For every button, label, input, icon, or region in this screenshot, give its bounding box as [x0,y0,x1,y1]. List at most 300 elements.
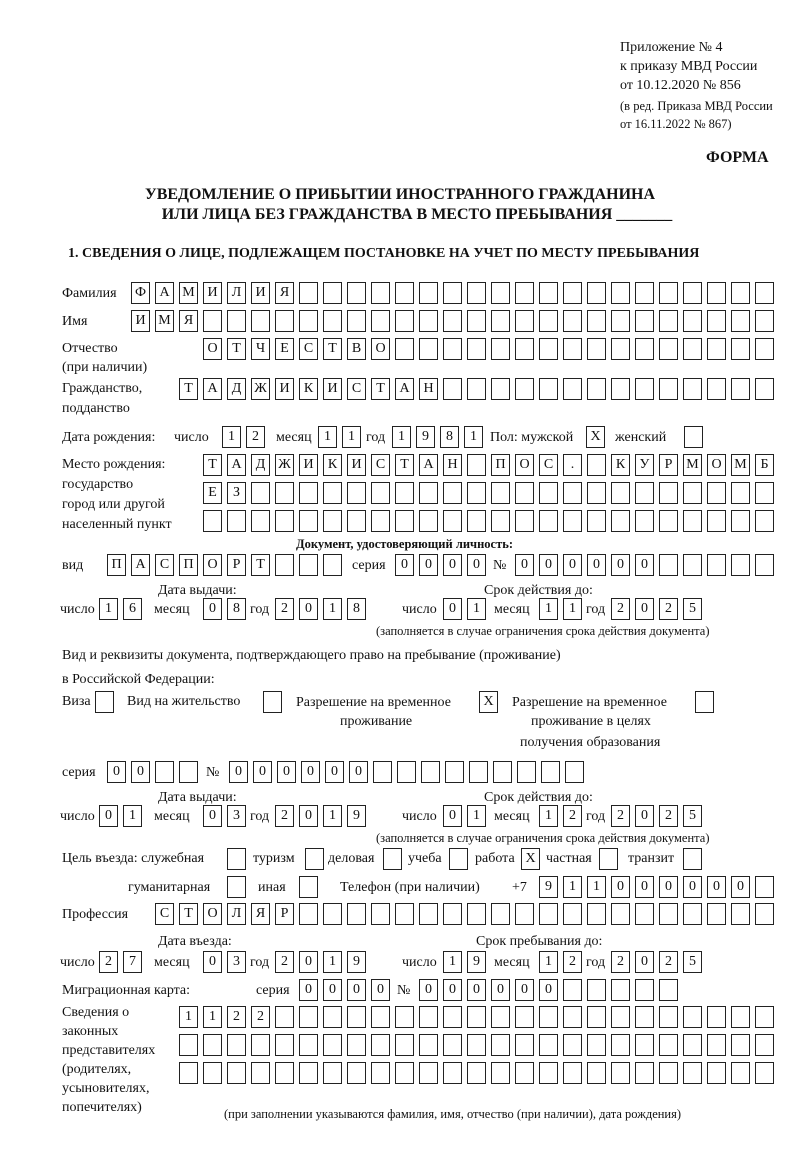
char-cell[interactable] [563,903,582,925]
char-cell[interactable]: Д [227,378,246,400]
char-cell[interactable]: М [179,282,198,304]
char-cell[interactable]: Т [251,554,270,576]
char-cell[interactable] [251,510,270,532]
char-cell[interactable] [611,1034,630,1056]
char-cell[interactable] [395,282,414,304]
char-cell[interactable] [755,1062,774,1084]
char-cell[interactable] [419,1034,438,1056]
char-cell[interactable]: Т [179,903,198,925]
char-cell[interactable]: 0 [443,554,462,576]
char-cell[interactable] [659,1034,678,1056]
char-cell[interactable] [227,1034,246,1056]
char-cell[interactable] [491,1062,510,1084]
char-cell[interactable] [443,903,462,925]
char-cell[interactable]: 0 [611,876,630,898]
valid-day-field[interactable] [443,598,491,620]
char-cell[interactable]: 5 [683,805,702,827]
char-cell[interactable]: 0 [587,554,606,576]
char-cell[interactable]: И [347,454,366,476]
char-cell[interactable] [563,979,582,1001]
char-cell[interactable] [659,554,678,576]
char-cell[interactable]: Я [179,310,198,332]
char-cell[interactable] [419,1062,438,1084]
char-cell[interactable]: А [131,554,150,576]
char-cell[interactable] [731,310,750,332]
char-cell[interactable] [395,1034,414,1056]
id-number-field[interactable] [515,554,779,576]
transit-checkbox[interactable] [683,848,702,870]
char-cell[interactable]: 0 [443,979,462,1001]
char-cell[interactable] [755,282,774,304]
char-cell[interactable] [419,482,438,504]
char-cell[interactable]: 0 [539,979,558,1001]
char-cell[interactable]: 2 [251,1006,270,1028]
mc-series-field[interactable] [299,979,395,1001]
char-cell[interactable]: А [155,282,174,304]
char-cell[interactable]: 0 [491,979,510,1001]
reps-field[interactable] [179,1062,779,1084]
char-cell[interactable] [659,903,678,925]
char-cell[interactable]: 1 [323,951,342,973]
char-cell[interactable] [371,903,390,925]
right-number-field[interactable] [229,761,589,783]
char-cell[interactable]: 0 [635,554,654,576]
char-cell[interactable] [587,510,606,532]
char-cell[interactable] [755,378,774,400]
char-cell[interactable] [611,338,630,360]
char-cell[interactable] [707,1006,726,1028]
char-cell[interactable]: 5 [683,598,702,620]
char-cell[interactable] [371,510,390,532]
char-cell[interactable] [635,510,654,532]
char-cell[interactable]: Л [227,282,246,304]
char-cell[interactable] [395,310,414,332]
other-checkbox[interactable] [299,876,318,898]
char-cell[interactable]: 1 [563,876,582,898]
char-cell[interactable] [731,1034,750,1056]
char-cell[interactable] [467,1006,486,1028]
char-cell[interactable]: Ж [251,378,270,400]
char-cell[interactable] [347,482,366,504]
char-cell[interactable] [683,1062,702,1084]
char-cell[interactable] [251,1062,270,1084]
char-cell[interactable]: 0 [563,554,582,576]
char-cell[interactable]: К [323,454,342,476]
char-cell[interactable]: 1 [342,426,361,448]
char-cell[interactable] [539,1062,558,1084]
char-cell[interactable]: 1 [539,951,558,973]
char-cell[interactable] [443,510,462,532]
char-cell[interactable] [587,903,606,925]
char-cell[interactable]: 0 [203,805,222,827]
char-cell[interactable]: 1 [539,598,558,620]
char-cell[interactable]: 0 [659,876,678,898]
char-cell[interactable]: 2 [659,951,678,973]
char-cell[interactable] [347,510,366,532]
char-cell[interactable]: 0 [299,951,318,973]
char-cell[interactable]: 2 [563,951,582,973]
char-cell[interactable] [443,310,462,332]
char-cell[interactable] [515,282,534,304]
char-cell[interactable] [517,761,536,783]
char-cell[interactable] [539,903,558,925]
issue-year-field[interactable] [275,805,371,827]
char-cell[interactable]: Л [227,903,246,925]
char-cell[interactable]: А [419,454,438,476]
char-cell[interactable] [275,310,294,332]
char-cell[interactable] [371,282,390,304]
char-cell[interactable]: О [203,903,222,925]
char-cell[interactable]: Р [227,554,246,576]
char-cell[interactable] [443,482,462,504]
char-cell[interactable] [419,1006,438,1028]
char-cell[interactable] [467,1062,486,1084]
char-cell[interactable] [755,310,774,332]
char-cell[interactable]: С [155,903,174,925]
char-cell[interactable]: Р [659,454,678,476]
char-cell[interactable] [491,310,510,332]
char-cell[interactable] [395,338,414,360]
char-cell[interactable]: 2 [275,805,294,827]
char-cell[interactable]: 3 [227,951,246,973]
birth-month-field[interactable] [318,426,366,448]
char-cell[interactable] [203,310,222,332]
char-cell[interactable] [443,1006,462,1028]
char-cell[interactable] [419,510,438,532]
char-cell[interactable]: К [611,454,630,476]
char-cell[interactable] [275,1006,294,1028]
char-cell[interactable] [563,378,582,400]
char-cell[interactable] [467,454,486,476]
char-cell[interactable] [731,1006,750,1028]
char-cell[interactable] [659,482,678,504]
char-cell[interactable] [707,1062,726,1084]
char-cell[interactable]: 0 [443,598,462,620]
char-cell[interactable] [275,482,294,504]
char-cell[interactable] [491,282,510,304]
char-cell[interactable]: Н [443,454,462,476]
char-cell[interactable] [275,1062,294,1084]
char-cell[interactable] [707,510,726,532]
char-cell[interactable] [587,378,606,400]
char-cell[interactable]: 0 [277,761,296,783]
char-cell[interactable] [299,554,318,576]
female-checkbox[interactable] [684,426,703,448]
char-cell[interactable]: 0 [443,805,462,827]
char-cell[interactable] [323,1006,342,1028]
char-cell[interactable]: 1 [392,426,411,448]
char-cell[interactable] [707,903,726,925]
char-cell[interactable] [323,554,342,576]
char-cell[interactable] [565,761,584,783]
char-cell[interactable]: 1 [467,805,486,827]
stay-year-field[interactable] [611,951,707,973]
char-cell[interactable]: 9 [347,951,366,973]
char-cell[interactable] [347,310,366,332]
char-cell[interactable]: И [251,282,270,304]
char-cell[interactable] [587,482,606,504]
char-cell[interactable]: 0 [203,951,222,973]
char-cell[interactable] [683,510,702,532]
char-cell[interactable] [515,1034,534,1056]
char-cell[interactable]: К [299,378,318,400]
char-cell[interactable] [755,1006,774,1028]
char-cell[interactable]: 0 [325,761,344,783]
char-cell[interactable]: Е [275,338,294,360]
char-cell[interactable]: С [155,554,174,576]
issue-day-field[interactable] [99,805,147,827]
char-cell[interactable]: 0 [683,876,702,898]
char-cell[interactable] [683,554,702,576]
char-cell[interactable]: 1 [464,426,483,448]
char-cell[interactable]: 0 [299,598,318,620]
char-cell[interactable]: 0 [395,554,414,576]
char-cell[interactable] [611,282,630,304]
char-cell[interactable]: 1 [222,426,241,448]
char-cell[interactable] [179,1062,198,1084]
char-cell[interactable]: 0 [467,554,486,576]
char-cell[interactable] [491,1006,510,1028]
char-cell[interactable]: 8 [440,426,459,448]
char-cell[interactable] [395,482,414,504]
char-cell[interactable] [467,378,486,400]
char-cell[interactable] [323,1034,342,1056]
char-cell[interactable]: . [563,454,582,476]
birthplace-field[interactable] [203,482,779,504]
char-cell[interactable] [731,903,750,925]
char-cell[interactable] [347,1006,366,1028]
char-cell[interactable]: И [203,282,222,304]
char-cell[interactable]: С [539,454,558,476]
char-cell[interactable]: 0 [539,554,558,576]
reps-field[interactable] [179,1034,779,1056]
char-cell[interactable] [611,1006,630,1028]
name-field[interactable] [131,310,779,332]
char-cell[interactable] [587,310,606,332]
char-cell[interactable] [443,378,462,400]
char-cell[interactable]: 0 [467,979,486,1001]
char-cell[interactable] [611,903,630,925]
valid-day-field[interactable] [443,805,491,827]
char-cell[interactable] [347,1034,366,1056]
char-cell[interactable] [539,310,558,332]
char-cell[interactable]: 1 [323,805,342,827]
char-cell[interactable] [755,338,774,360]
char-cell[interactable]: Т [323,338,342,360]
char-cell[interactable] [659,310,678,332]
char-cell[interactable] [755,510,774,532]
char-cell[interactable]: 8 [347,598,366,620]
char-cell[interactable]: 0 [419,554,438,576]
char-cell[interactable] [587,1062,606,1084]
valid-year-field[interactable] [611,598,707,620]
char-cell[interactable] [347,1062,366,1084]
char-cell[interactable] [611,310,630,332]
char-cell[interactable] [731,510,750,532]
char-cell[interactable] [541,761,560,783]
char-cell[interactable]: А [227,454,246,476]
entry-day-field[interactable] [99,951,147,973]
char-cell[interactable] [683,1006,702,1028]
issue-month-field[interactable] [203,598,251,620]
char-cell[interactable] [203,1062,222,1084]
char-cell[interactable] [659,1062,678,1084]
valid-month-field[interactable] [539,598,587,620]
char-cell[interactable] [587,979,606,1001]
char-cell[interactable]: 2 [227,1006,246,1028]
char-cell[interactable]: О [515,454,534,476]
char-cell[interactable] [587,454,606,476]
char-cell[interactable] [203,510,222,532]
surname-field[interactable] [131,282,779,304]
char-cell[interactable]: Ф [131,282,150,304]
char-cell[interactable]: 2 [275,598,294,620]
char-cell[interactable] [539,1006,558,1028]
patronymic-field[interactable] [203,338,779,360]
study-checkbox[interactable] [449,848,468,870]
char-cell[interactable]: О [371,338,390,360]
char-cell[interactable] [683,378,702,400]
entry-month-field[interactable] [203,951,251,973]
char-cell[interactable]: 1 [563,598,582,620]
char-cell[interactable] [299,310,318,332]
char-cell[interactable]: 0 [107,761,126,783]
char-cell[interactable] [731,482,750,504]
char-cell[interactable] [563,338,582,360]
char-cell[interactable]: И [275,378,294,400]
char-cell[interactable] [515,1006,534,1028]
char-cell[interactable] [371,1034,390,1056]
char-cell[interactable] [659,282,678,304]
char-cell[interactable]: 2 [611,805,630,827]
right-series-field[interactable] [107,761,203,783]
char-cell[interactable] [467,482,486,504]
char-cell[interactable] [683,310,702,332]
char-cell[interactable] [731,1062,750,1084]
char-cell[interactable]: 2 [611,598,630,620]
char-cell[interactable] [467,338,486,360]
char-cell[interactable] [539,338,558,360]
char-cell[interactable] [611,510,630,532]
trp-checkbox[interactable]: X [479,691,498,713]
char-cell[interactable] [635,378,654,400]
char-cell[interactable] [731,338,750,360]
char-cell[interactable] [347,903,366,925]
char-cell[interactable] [515,482,534,504]
char-cell[interactable] [491,338,510,360]
char-cell[interactable]: 2 [659,805,678,827]
citizenship-field[interactable] [179,378,779,400]
char-cell[interactable] [419,903,438,925]
char-cell[interactable]: О [203,338,222,360]
trp-edu-checkbox[interactable] [695,691,714,713]
char-cell[interactable]: 0 [419,979,438,1001]
char-cell[interactable]: 1 [587,876,606,898]
char-cell[interactable] [659,1006,678,1028]
id-kind-field[interactable] [107,554,347,576]
char-cell[interactable]: 2 [246,426,265,448]
char-cell[interactable]: С [347,378,366,400]
char-cell[interactable]: А [203,378,222,400]
char-cell[interactable]: С [371,454,390,476]
tourism-checkbox[interactable] [305,848,324,870]
char-cell[interactable] [563,310,582,332]
char-cell[interactable] [635,979,654,1001]
reps-field[interactable] [179,1006,779,1028]
char-cell[interactable] [611,979,630,1001]
char-cell[interactable] [731,554,750,576]
char-cell[interactable] [587,1034,606,1056]
char-cell[interactable] [395,510,414,532]
char-cell[interactable]: А [395,378,414,400]
char-cell[interactable] [323,282,342,304]
char-cell[interactable]: 0 [323,979,342,1001]
char-cell[interactable] [563,1034,582,1056]
char-cell[interactable]: М [683,454,702,476]
char-cell[interactable]: 1 [179,1006,198,1028]
char-cell[interactable] [323,903,342,925]
char-cell[interactable] [251,310,270,332]
business-checkbox[interactable] [383,848,402,870]
char-cell[interactable] [731,282,750,304]
work-checkbox[interactable]: X [521,848,540,870]
char-cell[interactable] [587,1006,606,1028]
char-cell[interactable] [395,1062,414,1084]
char-cell[interactable] [203,1034,222,1056]
humanitarian-checkbox[interactable] [227,876,246,898]
char-cell[interactable]: 2 [611,951,630,973]
issue-month-field[interactable] [203,805,251,827]
char-cell[interactable] [323,510,342,532]
char-cell[interactable] [755,876,774,898]
char-cell[interactable] [299,903,318,925]
char-cell[interactable] [515,903,534,925]
char-cell[interactable] [611,378,630,400]
char-cell[interactable]: И [131,310,150,332]
char-cell[interactable] [683,1034,702,1056]
char-cell[interactable]: Т [203,454,222,476]
char-cell[interactable] [445,761,464,783]
char-cell[interactable] [659,510,678,532]
char-cell[interactable] [469,761,488,783]
char-cell[interactable]: М [155,310,174,332]
char-cell[interactable] [323,482,342,504]
char-cell[interactable]: 0 [301,761,320,783]
valid-month-field[interactable] [539,805,587,827]
char-cell[interactable] [587,282,606,304]
char-cell[interactable]: 2 [659,598,678,620]
char-cell[interactable]: 0 [253,761,272,783]
char-cell[interactable] [563,1062,582,1084]
char-cell[interactable] [491,1034,510,1056]
char-cell[interactable]: С [299,338,318,360]
char-cell[interactable]: 2 [99,951,118,973]
char-cell[interactable]: О [203,554,222,576]
char-cell[interactable] [563,1006,582,1028]
char-cell[interactable]: 6 [123,598,142,620]
char-cell[interactable] [683,482,702,504]
char-cell[interactable]: 0 [299,805,318,827]
char-cell[interactable]: Н [419,378,438,400]
char-cell[interactable] [227,310,246,332]
char-cell[interactable]: 0 [731,876,750,898]
char-cell[interactable] [395,1006,414,1028]
char-cell[interactable]: 0 [299,979,318,1001]
char-cell[interactable] [683,903,702,925]
char-cell[interactable] [155,761,174,783]
char-cell[interactable]: З [227,482,246,504]
char-cell[interactable]: 2 [563,805,582,827]
